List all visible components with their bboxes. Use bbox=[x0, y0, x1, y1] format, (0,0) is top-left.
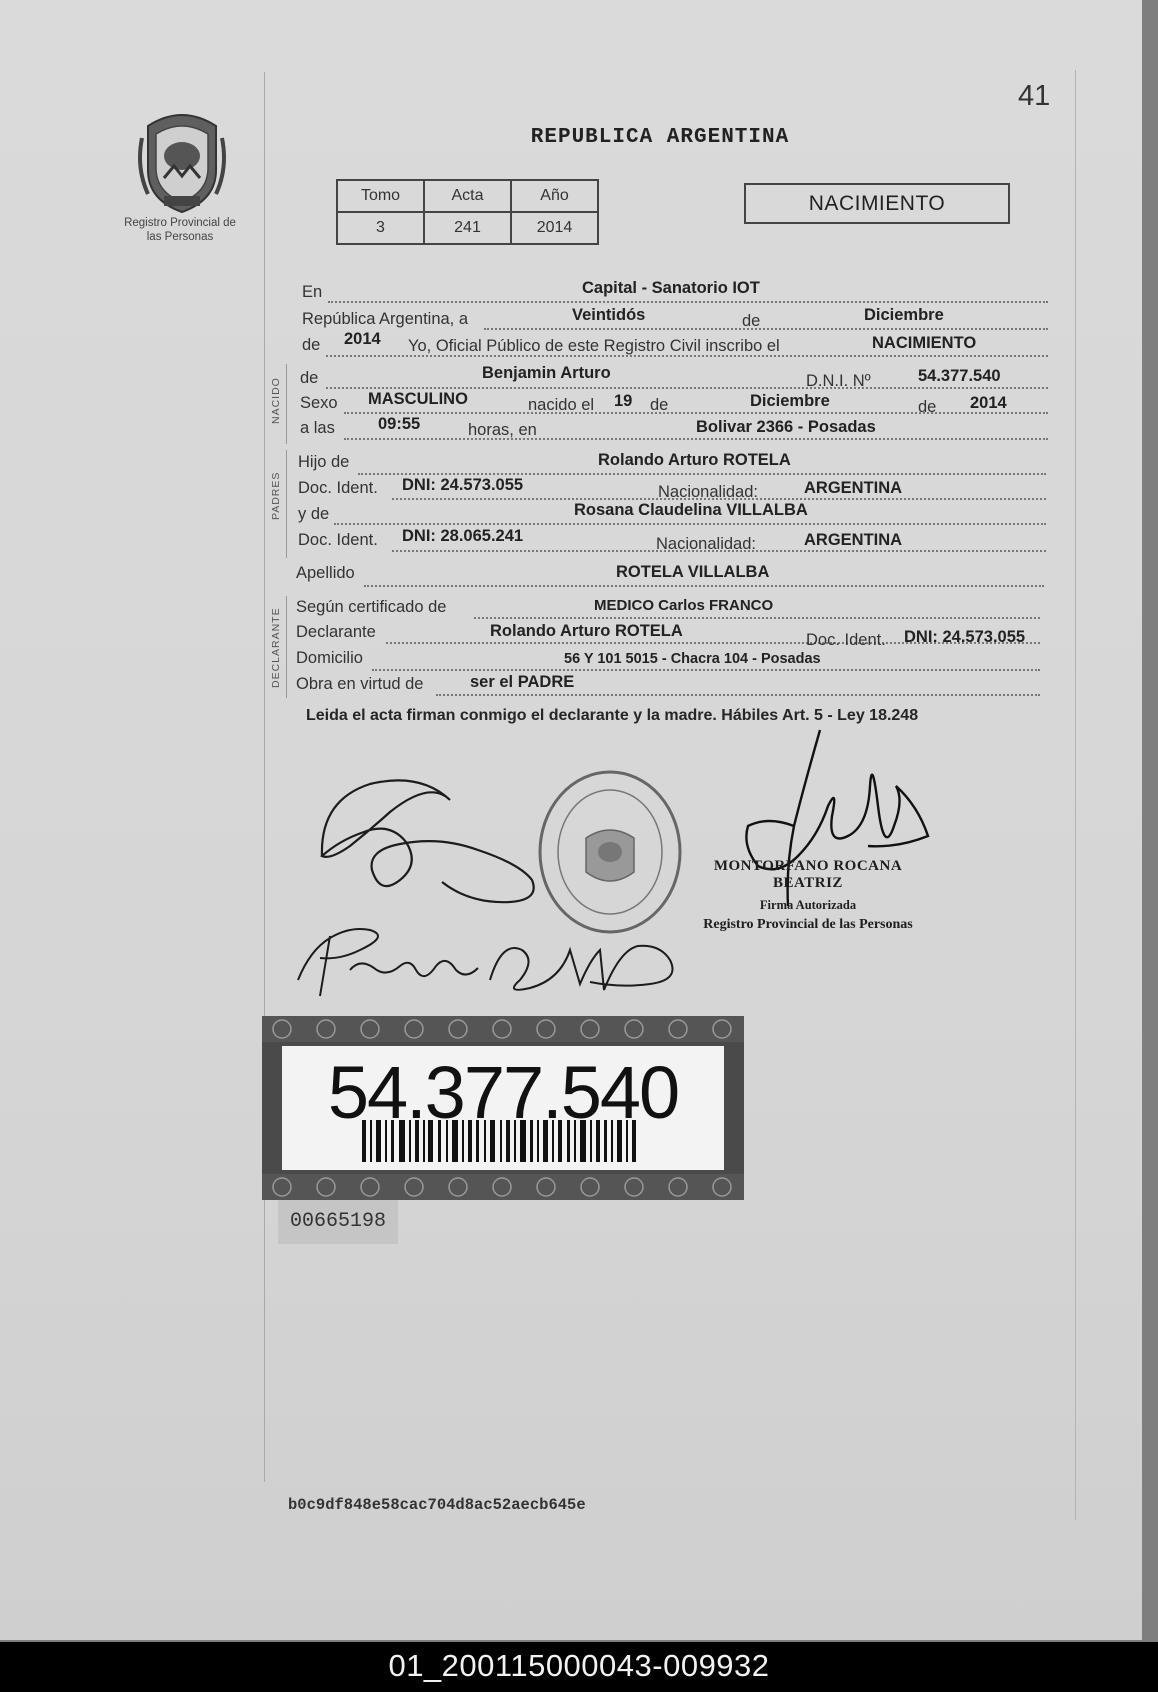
certificate-issuer: MEDICO Carlos FRANCO bbox=[594, 597, 774, 614]
dotted-line bbox=[358, 472, 1046, 475]
act-type-box: NACIMIENTO bbox=[744, 183, 1010, 224]
surname: ROTELA VILLALBA bbox=[616, 563, 770, 581]
legal-note: Leida el acta firman conmigo el declarante y la madre. Hábiles Art. 5 - Ley 18.248 bbox=[306, 707, 919, 724]
declarante-label: Declarante bbox=[296, 623, 376, 641]
dotted-line bbox=[328, 300, 1048, 303]
child-sex: MASCULINO bbox=[368, 390, 468, 408]
declarant-doc-label: Doc. Ident. bbox=[806, 631, 886, 649]
country-title: REPUBLICA ARGENTINA bbox=[530, 126, 790, 149]
child-name: Benjamin Arturo bbox=[482, 364, 611, 382]
de-label: de bbox=[918, 398, 937, 416]
mother-doc: DNI: 28.065.241 bbox=[402, 527, 524, 545]
page-number: 41 bbox=[1018, 80, 1051, 112]
nacido-divider bbox=[286, 364, 287, 444]
apellido-label: Apellido bbox=[296, 564, 355, 582]
certificate-label: Según certificado de bbox=[296, 598, 447, 616]
padres-divider bbox=[286, 450, 287, 558]
scan-id: 01_200115000043-009932 bbox=[388, 1648, 770, 1683]
registry-value-row bbox=[337, 212, 598, 244]
provincial-seal-icon bbox=[134, 108, 230, 216]
padres-section-label: PADRES bbox=[270, 471, 282, 520]
official-name: MONTORFANO ROCANA BEATRIZ bbox=[713, 858, 903, 891]
right-margin-rule bbox=[1075, 70, 1076, 1520]
declarante-divider bbox=[286, 596, 287, 698]
y-de-label: y de bbox=[298, 505, 330, 523]
birth-year: 2014 bbox=[970, 394, 1007, 412]
father-doc-label: Doc. Ident. bbox=[298, 479, 378, 497]
father-nationality-label: Nacionalidad: bbox=[658, 483, 758, 501]
birth-hour: 09:55 bbox=[378, 415, 421, 433]
en-label: En bbox=[302, 283, 323, 301]
de-label: de bbox=[650, 396, 669, 414]
obra-label: Obra en virtud de bbox=[296, 675, 424, 693]
de-label: de bbox=[742, 312, 761, 330]
registry-anio: 2014 bbox=[511, 212, 598, 244]
hijo-de-label: Hijo de bbox=[298, 453, 350, 471]
registry-tomo: 3 bbox=[337, 212, 424, 244]
declarant-signature bbox=[310, 770, 550, 920]
dotted-line bbox=[436, 693, 1040, 696]
registry-header-tomo: Tomo bbox=[337, 180, 424, 212]
birth-day: 19 bbox=[614, 392, 633, 410]
birth-place: Bolivar 2366 - Posadas bbox=[696, 418, 876, 436]
dotted-line bbox=[334, 522, 1046, 525]
registry-acta: 241 bbox=[424, 212, 511, 244]
official-stamp-icon bbox=[536, 768, 684, 936]
mother-name: Rosana Claudelina VILLALBA bbox=[574, 501, 808, 519]
birth-month: Diciembre bbox=[750, 392, 830, 410]
father-nationality: ARGENTINA bbox=[804, 479, 903, 497]
registry-table bbox=[336, 179, 599, 245]
record-year: 2014 bbox=[344, 330, 381, 348]
declarant-relation: ser el PADRE bbox=[470, 673, 575, 691]
year-label: de bbox=[302, 336, 321, 354]
place-of-record: Capital - Sanatorio IOT bbox=[582, 279, 760, 297]
mother-nationality: ARGENTINA bbox=[804, 531, 903, 549]
act-word: NACIMIENTO bbox=[872, 334, 977, 352]
child-dni: 54.377.540 bbox=[918, 367, 1001, 385]
dotted-line bbox=[364, 584, 1044, 587]
registry-header-row bbox=[337, 180, 598, 212]
sexo-label: Sexo bbox=[300, 394, 338, 412]
dotted-line bbox=[326, 386, 1048, 389]
declarant-address: 56 Y 101 5015 - Chacra 104 - Posadas bbox=[564, 651, 821, 667]
nacido-de-label: de bbox=[300, 369, 319, 387]
declarante-section-label: DECLARANTE bbox=[270, 607, 282, 688]
mother-nationality-label: Nacionalidad: bbox=[656, 535, 756, 553]
declarant-name: Rolando Arturo ROTELA bbox=[490, 622, 683, 640]
dotted-line bbox=[344, 437, 1048, 440]
dotted-line bbox=[484, 327, 1048, 330]
nacido-section-label: NACIDO bbox=[270, 377, 282, 424]
dotted-line bbox=[344, 411, 1048, 414]
left-margin-rule bbox=[264, 72, 265, 1482]
domicilio-label: Domicilio bbox=[296, 649, 363, 667]
father-name: Rolando Arturo ROTELA bbox=[598, 451, 791, 469]
horas-label: horas, en bbox=[468, 421, 537, 439]
record-month: Diciembre bbox=[864, 306, 944, 324]
mother-doc-label: Doc. Ident. bbox=[298, 531, 378, 549]
nacido-el-label: nacido el bbox=[528, 396, 595, 414]
dotted-line bbox=[372, 668, 1040, 671]
document-hash: b0c9df848e58cac704d8ac52aecb645e bbox=[288, 1496, 586, 1514]
record-day: Veintidós bbox=[572, 306, 646, 324]
republica-label: República Argentina, a bbox=[302, 310, 469, 328]
official-role: Firma Autorizada bbox=[759, 898, 857, 912]
registry-header-anio: Año bbox=[511, 180, 598, 212]
dotted-line bbox=[474, 616, 1040, 619]
father-doc: DNI: 24.573.055 bbox=[402, 476, 524, 494]
agency-name: Registro Provincial de las Personas bbox=[124, 217, 236, 243]
a-las-label: a las bbox=[300, 419, 335, 437]
declarant-doc: DNI: 24.573.055 bbox=[904, 628, 1026, 646]
folio-number: 00665198 bbox=[278, 1200, 398, 1244]
official-office: Registro Provincial de las Personas bbox=[703, 917, 913, 932]
dni-label: D.N.I. Nº bbox=[806, 372, 871, 390]
yo-text: Yo, Oficial Público de este Registro Civil inscribo el bbox=[408, 337, 780, 355]
dni-label-number: 54.377.540 bbox=[327, 1051, 679, 1134]
registry-header-acta: Acta bbox=[424, 180, 511, 212]
dotted-line bbox=[326, 354, 1048, 357]
official-block bbox=[688, 858, 928, 933]
